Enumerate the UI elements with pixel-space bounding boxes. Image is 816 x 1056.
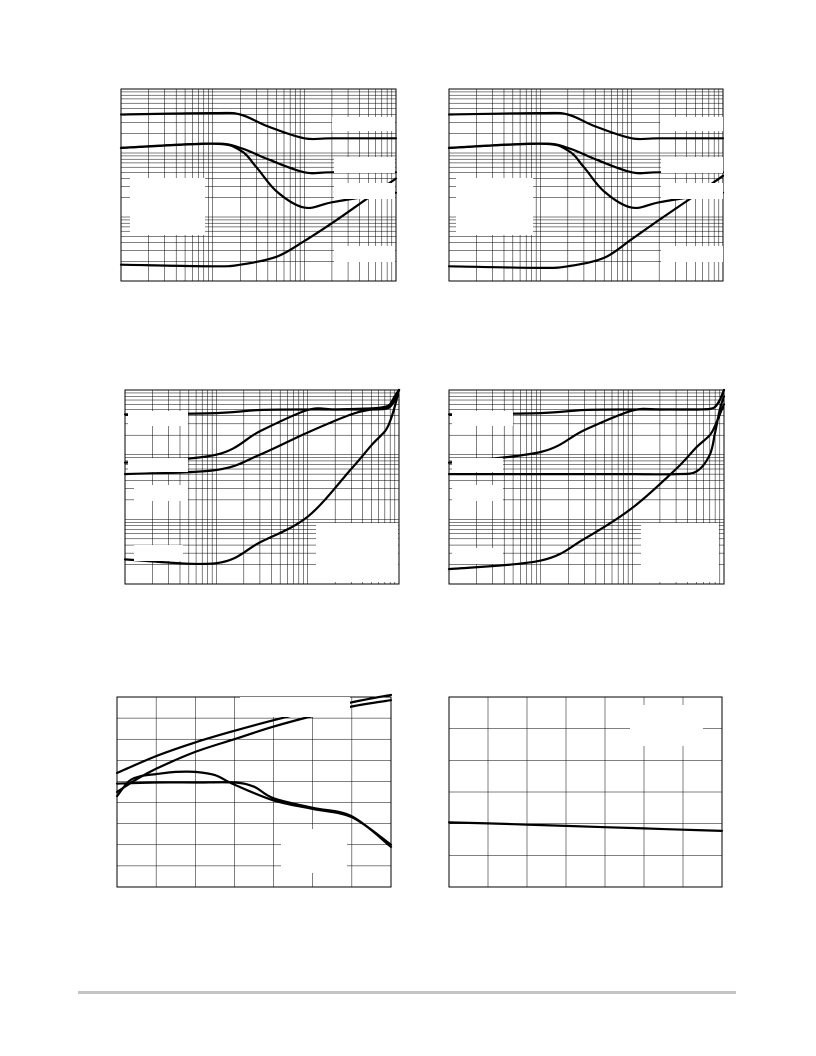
label-box-4 (334, 183, 395, 199)
footer-rule (78, 991, 736, 994)
label-box-4 (661, 183, 723, 199)
label-box-5 (641, 523, 719, 582)
label-box-3 (134, 485, 188, 501)
label-box-2 (332, 117, 395, 131)
label-box-1 (240, 697, 350, 717)
chart-3 (125, 390, 399, 584)
chart-2 (449, 89, 723, 281)
label-box-2 (452, 458, 503, 472)
label-box-5 (316, 523, 398, 582)
label-box-1 (130, 178, 205, 235)
label-box-3 (661, 157, 723, 173)
label-box-2 (660, 117, 723, 131)
chart-1 (121, 89, 396, 281)
label-box-4 (452, 548, 503, 564)
label-box-1 (630, 705, 703, 746)
chart-6 (449, 697, 722, 887)
label-box-5 (661, 246, 723, 262)
label-box-2 (128, 458, 188, 472)
label-box-1 (452, 411, 513, 426)
label-box-1 (456, 178, 533, 235)
label-box-1 (128, 411, 188, 426)
label-box-5 (334, 246, 395, 262)
label-box-2 (281, 829, 347, 873)
chart-4 (449, 390, 724, 584)
label-box-3 (452, 485, 503, 501)
label-box-4 (134, 545, 183, 561)
chart-5 (117, 697, 391, 887)
label-box-3 (334, 157, 395, 173)
